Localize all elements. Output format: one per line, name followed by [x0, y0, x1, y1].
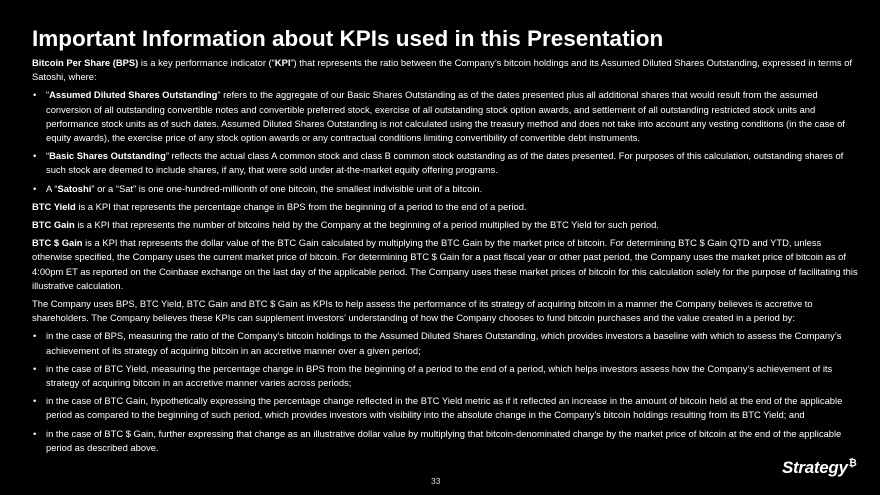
- bullet-icon: •: [33, 89, 37, 101]
- bps-term: Bitcoin Per Share (BPS): [32, 57, 139, 68]
- document-body: [32, 56, 862, 459]
- definition-term: Satoshi: [57, 182, 92, 194]
- bullet-icon: •: [33, 330, 37, 342]
- btc-dollar-gain-text: is a KPI that represents the dollar value of the BTC Gain calculated by multiplying the BTC Gain by the market price of bitcoin. For determining BTC $ Gain QTD and YTD, unless otherwise specified, the Company uses the current market price of bitcoin. For determining BTC $ Gain for a past fiscal year or other past period, the Company uses the market price of bitcoin as of 4:00pm ET as reported on the Coinbase exchange on the last day of the applicable period. The Company uses these market prices of bitcoin for this calculation solely for the purpose of facilitating this illustrative calculation.: [32, 237, 858, 291]
- btc-gain-text: is a KPI that represents the number of bitcoins held by the Company at the beginning of a period multiplied by the BTC Yield for such period.: [74, 219, 659, 231]
- bps-text-1: is a key performance indicator (“: [138, 57, 275, 68]
- logo-text: Strategy: [782, 458, 848, 477]
- definition-text: ” or a “Sat” is one one-hundred-millionth of one bitcoin, the smallest indivisible unit of a bitcoin.: [91, 182, 483, 194]
- usage-bullet-btc-gain: [32, 394, 862, 422]
- definition-prefix: “: [46, 150, 50, 162]
- btc-yield-term: BTC Yield: [32, 200, 76, 212]
- bitcoin-icon: ₿: [848, 458, 857, 469]
- definition-term: Assumed Diluted Shares Outstanding: [49, 89, 218, 101]
- usage-bullet-btc-yield: [32, 362, 862, 390]
- btc-gain-term: BTC Gain: [32, 219, 75, 231]
- strategy-logo: [782, 458, 856, 478]
- bullet-icon: •: [33, 427, 37, 439]
- kpi-term: KPI: [274, 57, 291, 68]
- bullet-icon: •: [33, 150, 37, 162]
- bps-paragraph: [32, 56, 862, 84]
- usage-bullet-text: in the case of BTC Gain, hypothetically expressing the percentage change reflected in the BTC Yield metric as if it reflected an increase in the amount of bitcoin held at the end of the applicable period as compared to the beginning of such period, which provides investors with visibility into the absolute change in the Company’s bitcoin holdings resulting from its BTC Yield; and: [46, 395, 843, 421]
- bps-text-2: ”) that represents the ratio between the Company’s bitcoin holdings and its Assumed Diluted Shares Outstanding, expressed in terms of Satoshi, where:: [32, 57, 853, 83]
- definition-satoshi: [32, 182, 862, 196]
- btc-gain-paragraph: [32, 218, 862, 232]
- definition-text: ” reflects the actual class A common stock and class B common stock outstanding as of the dates presented. For purposes of this calculation, outstanding shares of such stock are deemed to include shares, if any, that were sold under at-the-market equity offering programs.: [46, 150, 844, 176]
- definition-term: Basic Shares Outstanding: [49, 150, 166, 162]
- bullet-icon: •: [33, 182, 37, 194]
- btc-dollar-gain-term: BTC $ Gain: [32, 237, 83, 249]
- definition-prefix: A “: [46, 182, 58, 194]
- usage-bullet-text: in the case of BPS, measuring the ratio of the Company’s bitcoin holdings to the Assumed Diluted Shares Outstanding, which provides investors a baseline with which to assess the Company’s achievement of its strategy of acquiring bitcoin in an accretive manner over a given period;: [46, 330, 842, 356]
- definition-assumed-diluted: [32, 88, 862, 145]
- definition-basic-shares: [32, 149, 862, 177]
- btc-dollar-gain-paragraph: [32, 236, 862, 293]
- bullet-icon: •: [33, 395, 37, 407]
- usage-bullet-btc-dollar-gain: [32, 427, 862, 455]
- definition-prefix: “: [46, 89, 50, 101]
- usage-bullet-bps: [32, 329, 862, 357]
- usage-bullet-text: in the case of BTC $ Gain, further expressing that change as an illustrative dollar value by multiplying that bitcoin-denominated change by the market price of bitcoin at the end of the applicable period as described above.: [46, 427, 842, 453]
- btc-yield-paragraph: [32, 200, 862, 214]
- definition-text: ” refers to the aggregate of our Basic Shares Outstanding as of the dates presented plus all additional shares that would result from the assumed conversion of all outstanding convertible notes and convertible preferred stock, exercise of all outstanding stock option awards, and settlement of all outstanding restricted stock units and performance stock units as of such dates. Assumed Diluted Shares Outstanding is not calculated using the treasury method and does not take into account any vesting conditions (in the case of equity awards), the exercise price of any stock option awards or any contractual conditions limiting convertibility of convertible debt instruments.: [46, 89, 845, 144]
- usage-intro-paragraph: The Company uses BPS, BTC Yield, BTC Gain and BTC $ Gain as KPIs to help assess the performance of its strategy of acquiring bitcoin in a manner the Company believes is accretive to shareholders. The Company believes these KPIs can supplement investors’ understanding of how the Company chooses to fund bitcoin purchases and the value created in a period by:: [32, 298, 813, 324]
- page-number: 33: [431, 476, 441, 486]
- page-title: Important Information about KPIs used in this Presentation: [32, 26, 664, 51]
- usage-bullet-text: in the case of BTC Yield, measuring the percentage change in BPS from the beginning of a period to the end of a period, which helps investors assess how the Company’s achievement of its strategy of acquiring bitcoin in an accretive manner varies across periods;: [46, 362, 833, 389]
- bullet-icon: •: [33, 362, 37, 374]
- btc-yield-text: is a KPI that represents the percentage change in BPS from the beginning of a period to the end of a period.: [75, 200, 527, 212]
